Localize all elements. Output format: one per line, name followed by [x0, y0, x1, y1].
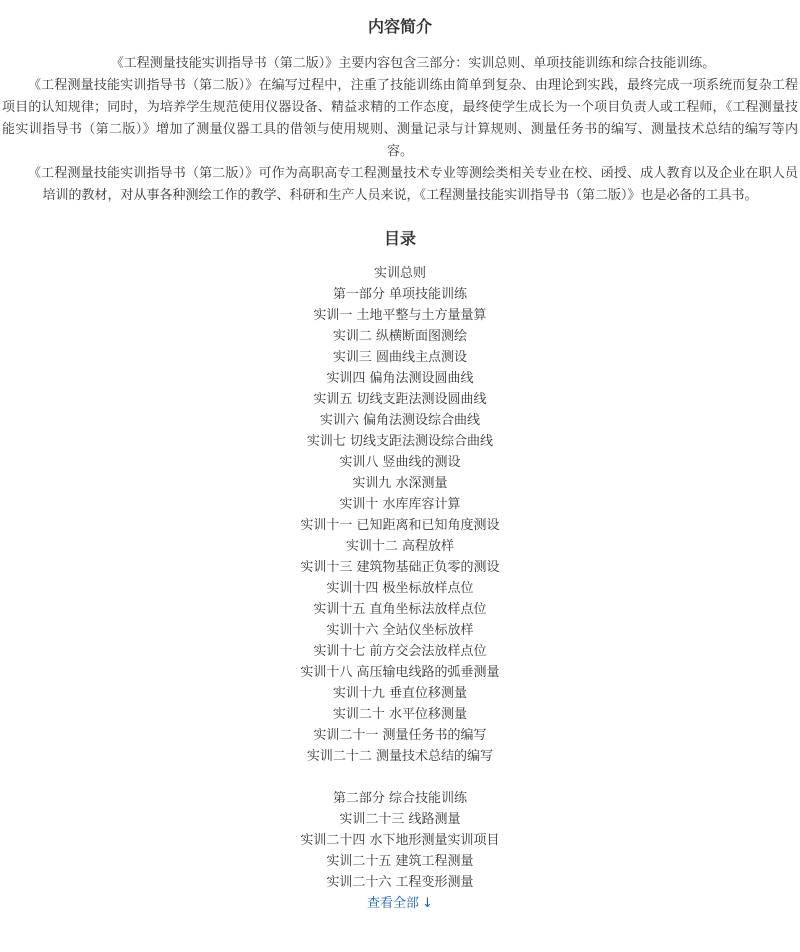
toc-item: 实训三 圆曲线主点测设	[332, 350, 468, 365]
toc-item: 实训二十五 建筑工程测量	[326, 854, 474, 869]
toc-item: 实训十二 高程放样	[345, 539, 455, 554]
toc-item: 实训六 偏角法测设综合曲线	[319, 413, 481, 428]
toc-item: 实训二十 水平位移测量	[332, 707, 468, 722]
toc-item: 实训二 纵横断面图测绘	[332, 329, 468, 344]
view-all-label: 查看全部	[367, 896, 420, 911]
toc-item: 实训二十六 工程变形测量	[326, 875, 474, 890]
toc-item: 实训五 切线支距法测设圆曲线	[313, 392, 487, 407]
toc-item: 实训一 土地平整与土方量量算	[313, 308, 487, 323]
toc-item: 实训八 竖曲线的测设	[339, 455, 461, 470]
intro-paragraph: 《工程测量技能实训指导书（第二版）》可作为高职高专工程测量技术专业等测绘类相关专业在校、函授、成人教育以及企业在职人员培训的教材，对从事各种测绘工作的教学、科研和生产人员来说，《工程测量技能实训指导书（第二版）》也是必备的工具书。	[28, 166, 798, 203]
toc-spacer	[2, 767, 798, 788]
arrow-down-icon: ↓	[422, 896, 433, 911]
view-all-link[interactable]	[2, 893, 798, 914]
toc-item: 实训七 切线支距法测设综合曲线	[306, 434, 494, 449]
toc-item: 实训十三 建筑物基础正负零的测设	[300, 560, 500, 575]
intro-paragraph: 《工程测量技能实训指导书（第二版）》主要内容包含三部分：实训总则、单项技能训练和综合技能训练。	[110, 56, 716, 71]
toc-item: 实训总则	[373, 266, 426, 281]
toc-title: 目录	[383, 229, 416, 248]
toc-item: 第一部分 单项技能训练	[332, 287, 468, 302]
table-of-contents	[2, 263, 798, 893]
toc-item: 实训二十一 测量任务书的编写	[313, 728, 487, 743]
toc-item: 实训十六 全站仪坐标放样	[326, 623, 474, 638]
toc-item: 第二部分 综合技能训练	[332, 791, 468, 806]
toc-item: 实训二十四 水下地形测量实训项目	[300, 833, 500, 848]
toc-item: 实训十四 极坐标放样点位	[326, 581, 474, 596]
intro-body	[2, 53, 798, 207]
toc-item: 实训十八 高压输电线路的弧垂测量	[300, 665, 500, 680]
intro-paragraph: 《工程测量技能实训指导书（第二版）》在编写过程中，注重了技能训练由简单到复杂、由理论到实践，最终完成一项系统而复杂工程项目的认知规律；同时，为培养学生规范使用仪器设备、精益求精的工作态度，最终使学生成长为一个项目负责人或工程师，《工程测量技能实训指导书（第二版）》增加了测量仪器工具的借领与使用规则、测量记录与计算规则、测量任务书的编写、测量技术总结的编写等内容。	[2, 78, 798, 159]
toc-item: 实训十七 前方交会法放样点位	[313, 644, 487, 659]
toc-item: 实训四 偏角法测设圆曲线	[326, 371, 474, 386]
toc-item: 实训十九 垂直位移测量	[332, 686, 468, 701]
toc-item: 实训十 水库库容计算	[339, 497, 461, 512]
toc-item: 实训十一 已知距离和已知角度测设	[300, 518, 500, 533]
toc-item: 实训二十二 测量技术总结的编写	[306, 749, 494, 764]
toc-item: 实训九 水深测量	[352, 476, 448, 491]
toc-item: 实训二十三 线路测量	[339, 812, 461, 827]
toc-item: 实训十五 直角坐标法放样点位	[313, 602, 487, 617]
intro-title: 内容简介	[367, 17, 432, 36]
